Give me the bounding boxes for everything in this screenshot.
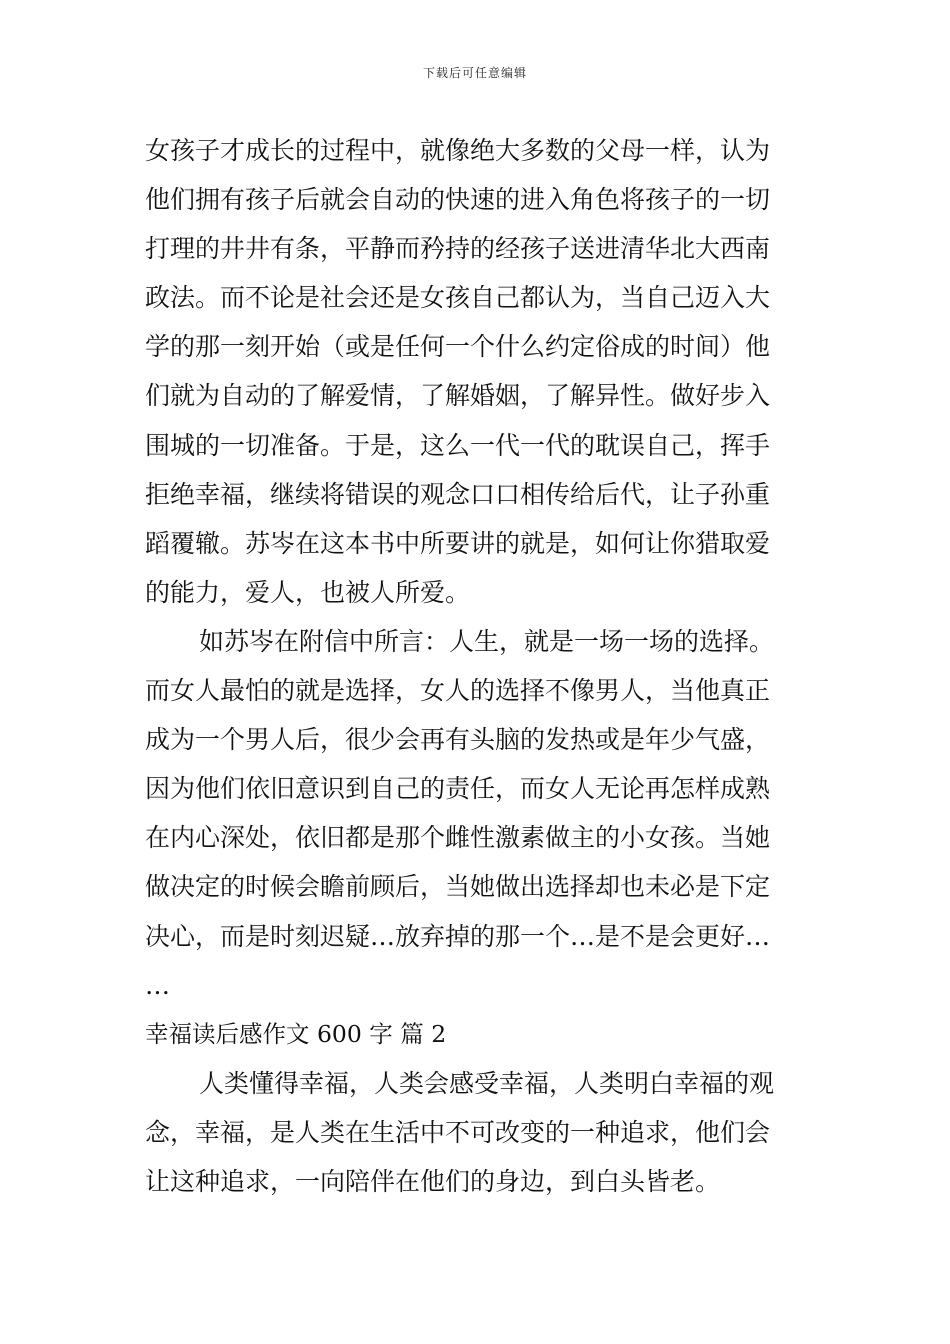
- text-line: 如苏岑在附信中所言：人生，就是一场一场的选择。: [199, 626, 775, 656]
- text-line: 因为他们依旧意识到自己的责任，而女人无论再怎样成熟: [145, 774, 771, 804]
- text-line: 念，幸福，是人类在生活中不可改变的一种追求，他们会: [145, 1117, 771, 1147]
- text-line: 他们拥有孩子后就会自动的快速的进入角色将孩子的一切: [145, 185, 771, 215]
- text-line: 在内心深处，依旧都是那个雌性激素做主的小女孩。当她: [145, 823, 771, 853]
- text-line: 学的那一刻开始（或是任何一个什么约定俗成的时间）他: [145, 332, 771, 362]
- text-line: 女孩子才成长的过程中，就像绝大多数的父母一样，认为: [145, 136, 771, 165]
- text-line: 决心，而是时刻迟疑…放弃掉的那一个…是不是会更好…: [145, 921, 771, 951]
- text-line: 人类懂得幸福，人类会感受幸福，人类明白幸福的观: [199, 1068, 775, 1098]
- section-heading: 幸福读后感作文 600 字 篇 2: [145, 1019, 447, 1048]
- text-line: 做决定的时候会瞻前顾后，当她做出选择却也未必是下定: [145, 872, 771, 902]
- paragraph-1: [145, 126, 807, 617]
- document-body: [145, 126, 807, 1206]
- text-line: 的能力，爱人，也被人所爱。: [145, 577, 471, 607]
- text-line: 打理的井井有条，平静而矜持的经孩子送进清华北大西南: [145, 234, 771, 264]
- paragraph-2: [145, 617, 807, 1010]
- paragraph-3: [145, 1059, 807, 1206]
- text-line: 们就为自动的了解爱情，了解婚姻，了解异性。做好步入: [145, 381, 771, 411]
- text-line: …: [145, 970, 170, 1000]
- text-line: 政法。而不论是社会还是女孩自己都认为，当自己迈入大: [145, 283, 771, 313]
- text-line: 让这种追求，一向陪伴在他们的身边，到白头皆老。: [145, 1166, 721, 1196]
- page-header: 下载后可任意编辑: [422, 66, 527, 80]
- text-line: 拒绝幸福，继续将错误的观念口口相传给后代，让子孙重: [145, 479, 771, 509]
- text-line: 围城的一切准备。于是，这么一代一代的耽误自己，挥手: [145, 430, 771, 460]
- text-line: 蹈覆辙。苏岑在这本书中所要讲的就是，如何让你猎取爱: [145, 528, 771, 558]
- text-line: 成为一个男人后，很少会再有头脑的发热或是年少气盛，: [145, 725, 771, 755]
- text-line: 而女人最怕的就是选择，女人的选择不像男人，当他真正: [145, 676, 771, 706]
